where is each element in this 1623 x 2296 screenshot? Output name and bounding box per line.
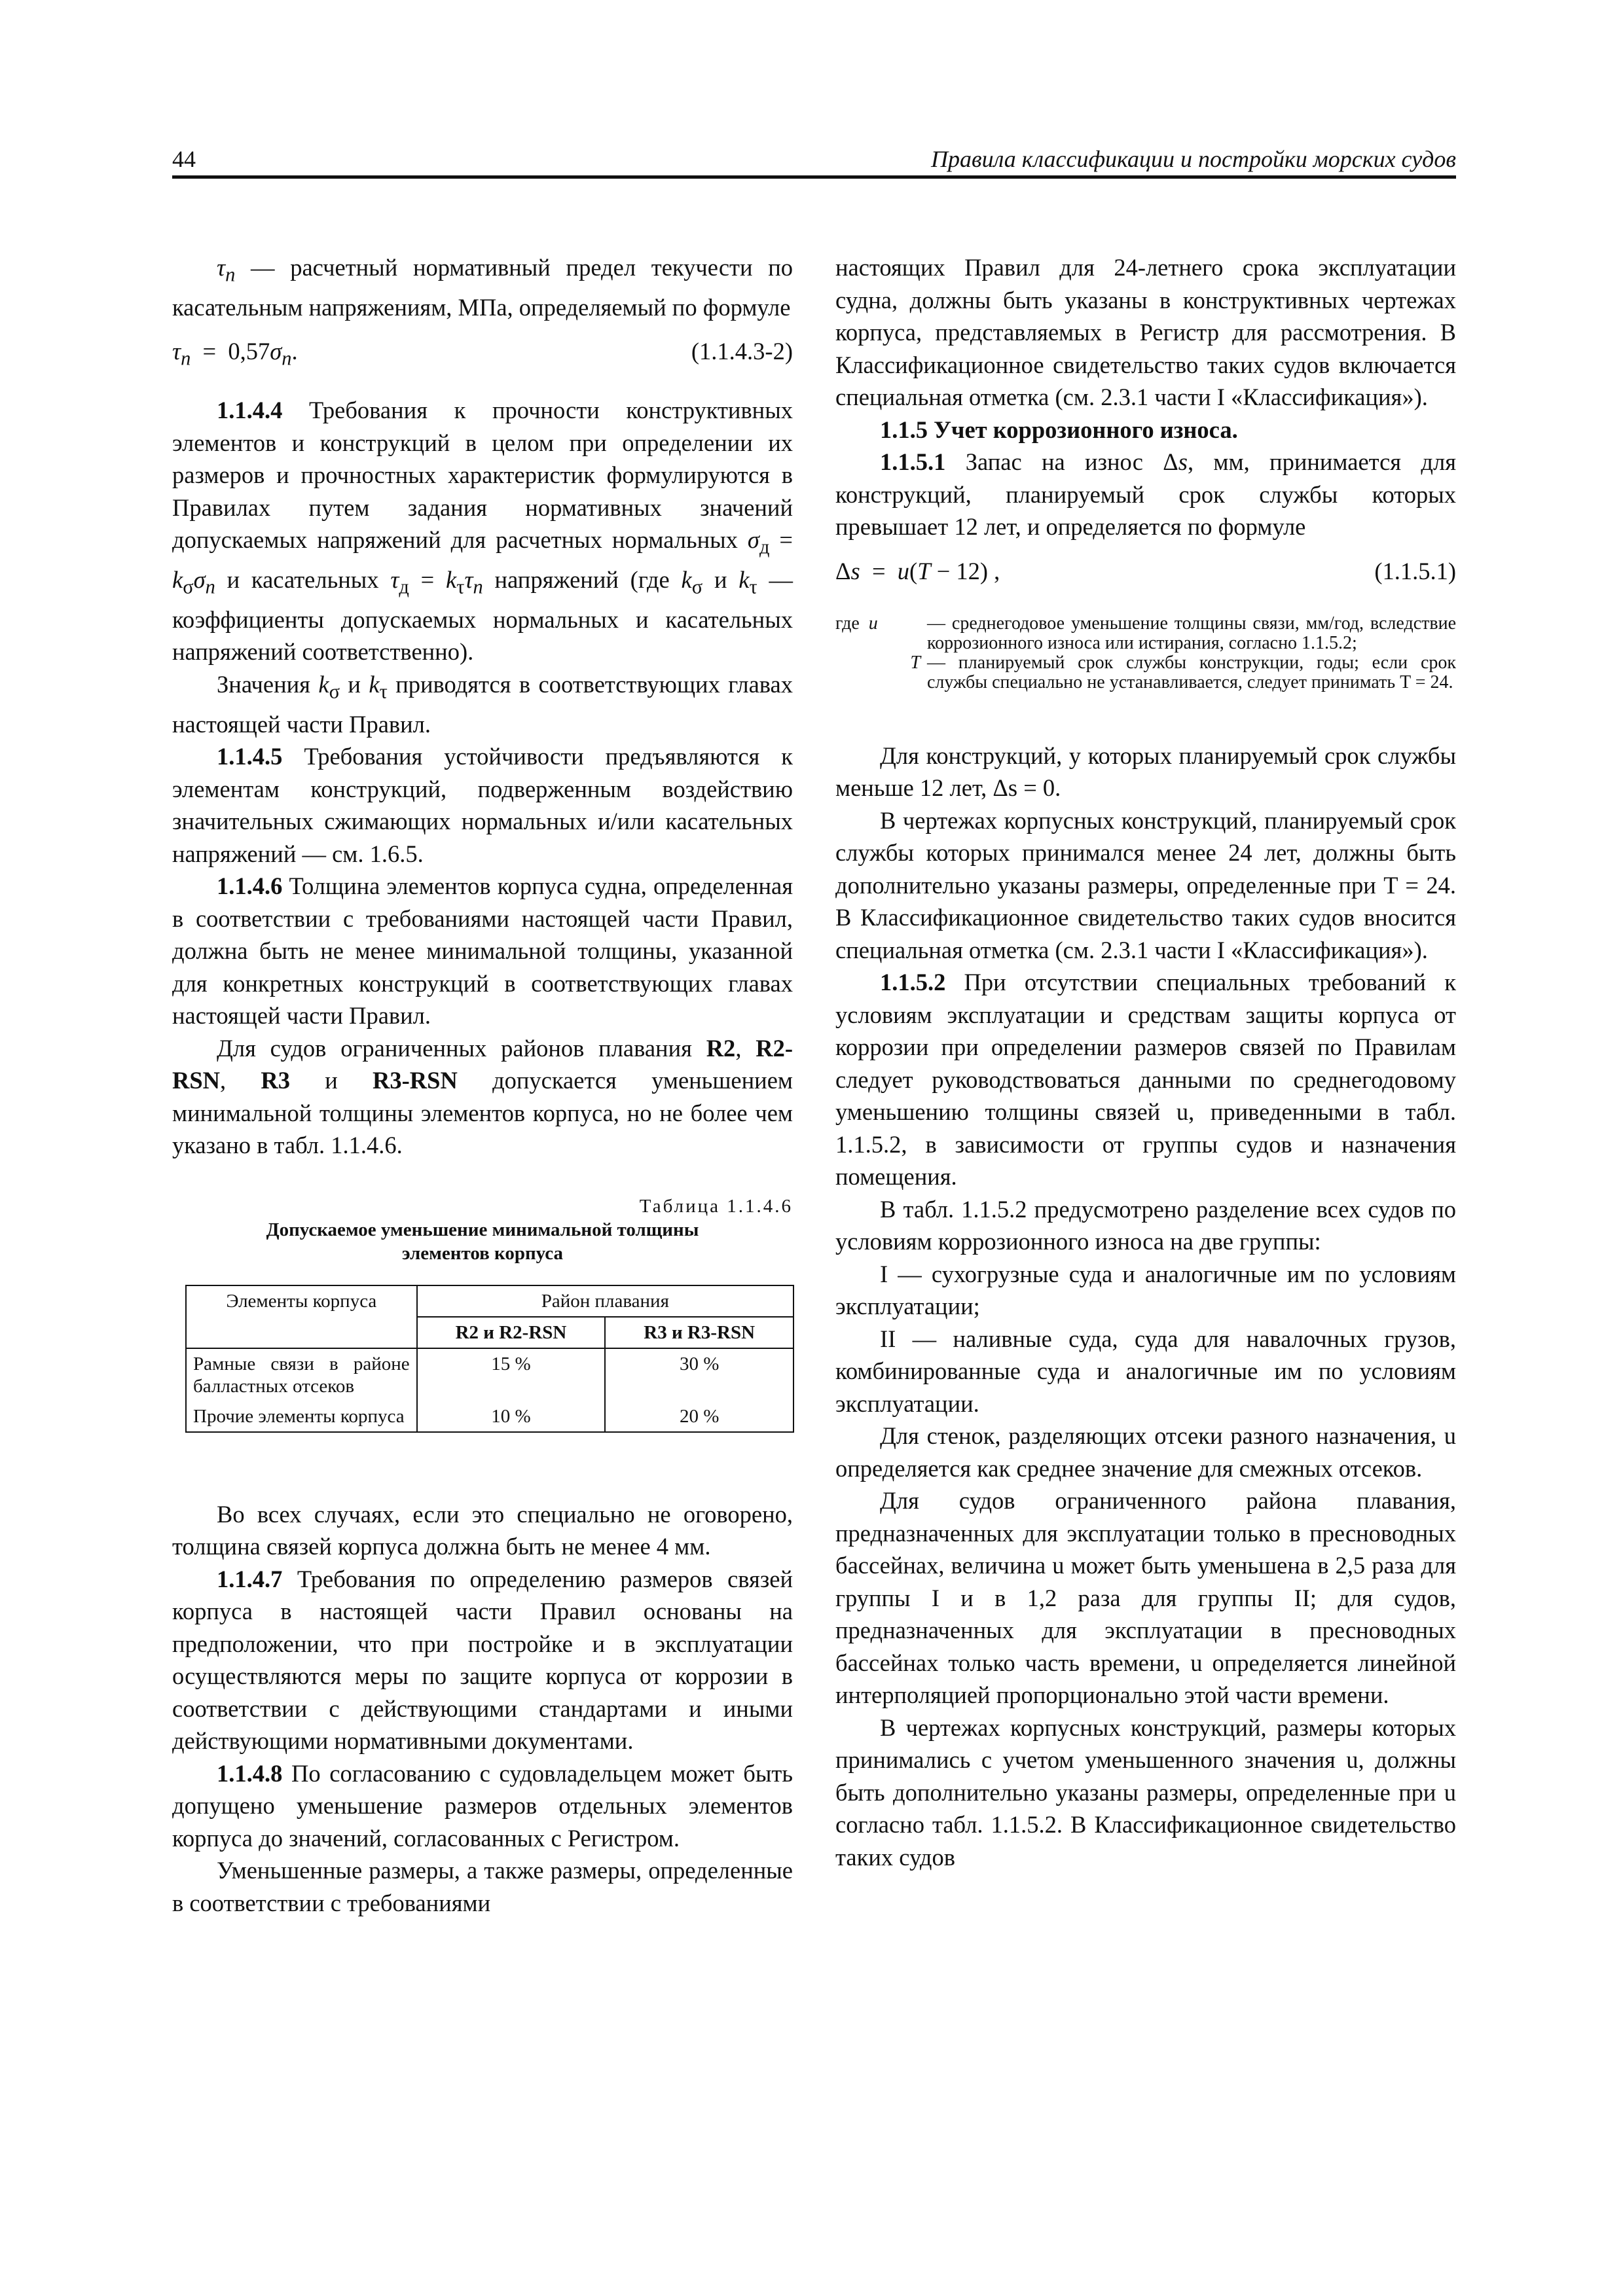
- equation-1-1-5-1: Δs = u(T − 12) , (1.1.5.1): [835, 555, 1456, 594]
- definition-u: где u — среднегодовое уменьшение толщины связи, мм/год, вследствие коррозионного износа или истирания, согласно 1.1.5.2;: [835, 613, 1456, 653]
- para-freshwater: Для судов ограниченного района плавания, предназначенных для эксплуатации только в пресноводных бассейнах, величина u может быть уменьшена в 2,5 раза для группы I и в 1,2 раза для группы II; для судов, предназначенных для эксплуатации в пресноводных бассейнах только часть времени, u определяется линейной интерполяцией пропорционально этой части времени.: [835, 1487, 1456, 1708]
- left-column: [172, 251, 793, 1919]
- th-elements: Элементы корпуса: [186, 1285, 417, 1348]
- equation-number: (1.1.5.1): [1374, 557, 1456, 584]
- para-1-1-4-4: 1.1.4.4 Требования к прочности конструктивных элементов и конструкций в целом при определении их размеров и прочностных характеристик формулируются в Правилах путем задания нормативных значений допускаемых напряжений для расчетных нормальных $\sigma_д = k_\sigma\sigma_п$ и касательных $\tau_д = k_\tau\tau_п$ напряжений (где $k_\sigma$ и $k_\tau$ — коэффициенты допускаемых нормальных и касательных напряжений соответственно).: [172, 397, 793, 666]
- page-number: 44: [172, 146, 196, 172]
- para-1-1-4-8: 1.1.4.8 По согласованию с судовладельцем может быть допущено уменьшение размеров отдельных элементов корпуса до значений, согласованных с Регистром.: [172, 1759, 793, 1852]
- para-1-1-4-5: 1.1.4.5 Требования устойчивости предъявляются к элементам конструкций, подверженным воздействию значительных сжимающих нормальных и/или касательных напряжений — см. 1.6.5.: [172, 743, 793, 867]
- th-r2: R2 и R2-RSN: [417, 1317, 606, 1348]
- para-values-k: Значения $k_\sigma$ и $k_\tau$ приводятся в соответствующих главах настоящей части Правил.: [172, 670, 793, 738]
- para-1-1-4-7: 1.1.4.7 Требования по определению размеров связей корпуса в настоящей части Правил основаны на предположении, что при постройке и в эксплуатации осуществляются меры по защите корпуса от коррозии в соответствии с действующими стандартами и иными действующими нормативными документами.: [172, 1565, 793, 1755]
- th-region: Район плавания: [417, 1285, 793, 1317]
- para-1-1-5-1: 1.1.5.1 Запас на износ Δs, мм, принимается для конструкций, планируемый срок службы которых превышает 12 лет, и определяется по формуле: [835, 448, 1456, 540]
- para-drawings-24: В чертежах корпусных конструкций, планируемый срок службы которых принимался менее 24 лет, должны быть дополнительно указаны размеры, определенные при T = 24. В Классификационное свидетельство таких судов вносится специальная отметка (см. 2.3.1 части I «Классификация»).: [835, 806, 1456, 963]
- equation-1-1-4-3-2: $\tau_п = 0,57\sigma_п$. (1.1.4.3-2): [172, 335, 793, 374]
- th-r3: R3 и R3-RSN: [605, 1317, 793, 1348]
- para-group-2: II — наливные суда, суда для навалочных грузов, комбинированные суда и аналогичные им по условиям эксплуатации.: [835, 1325, 1456, 1417]
- para-less-12: Для конструкций, у которых планируемый срок службы меньше 12 лет, Δs = 0.: [835, 742, 1456, 801]
- para-restricted-areas: Для судов ограниченных районов плавания R2, R2-RSN, R3 и R3-RSN допускается уменьшением минимальной толщины элементов корпуса, но не более чем указано в табл. 1.1.4.6.: [172, 1034, 793, 1159]
- para-groups: В табл. 1.1.5.2 предусмотрено разделение всех судов по условиям коррозионного износа на две группы:: [835, 1195, 1456, 1255]
- para-1-1-4-6: 1.1.4.6 Толщина элементов корпуса судна, определенная в соответствии с требованиями настоящей части Правил, должна быть не менее минимальной толщины, указанной для конкретных конструкций в соответствующих главах настоящей части Правил.: [172, 872, 793, 1030]
- definition-T: T — планируемый срок службы конструкции, годы; если срок службы специально не устанавливается, следует принимать T = 24.: [910, 652, 1456, 692]
- equation-number: (1.1.4.3-2): [691, 338, 793, 365]
- para-walls: Для стенок, разделяющих отсеки разного назначения, u определяется как среднее значение для смежных отсеков.: [835, 1422, 1456, 1482]
- right-column: [835, 251, 1456, 1873]
- para-reduced-u: В чертежах корпусных конструкций, размеры которых принимались с учетом уменьшенного значения u, должны быть дополнительно указаны размеры, определенные при u согласно табл. 1.1.5.2. В Классификационное свидетельство таких судов: [835, 1713, 1456, 1871]
- table-row: Прочие элементы корпуса 10 % 20 %: [186, 1401, 793, 1432]
- para-all-cases: Во всех случаях, если это специально не оговорено, толщина связей корпуса должна быть не менее 4 мм.: [172, 1500, 793, 1560]
- para-continuation: настоящих Правил для 24-летнего срока эксплуатации судна, должны быть указаны в конструктивных чертежах корпуса, представляемых в Регистр для рассмотрения. В Классификационное свидетельство таких судов включается специальная отметка (см. 2.3.1 части I «Классификация»).: [835, 254, 1456, 410]
- page-header: [172, 145, 1456, 185]
- table-caption: Таблица 1.1.4.6: [639, 1195, 793, 1217]
- table-title: Допускаемое уменьшение минимальной толщины элементов корпуса: [266, 1219, 699, 1264]
- table-row: Рамные связи в районе балластных отсеков 15 % 30 %: [186, 1348, 793, 1401]
- para-group-1: I — сухогрузные суда и аналогичные им по условиям эксплуатации;: [835, 1260, 1456, 1319]
- para-1-1-5-2: 1.1.5.2 При отсутствии специальных требований к условиям эксплуатации и средствам защиты корпуса от коррозии при определении размеров связей по Правилам следует руководствоваться данными по среднегодовому уменьшению толщины связей u, приведенными в табл. 1.1.5.2, в зависимости от группы судов и назначения помещения.: [835, 969, 1456, 1190]
- definitions: [835, 614, 1456, 692]
- thickness-reduction-table: [185, 1285, 794, 1433]
- tau-definition: $\tau_п$ — расчетный нормативный предел текучести по касательным напряжениям, МПа, определяемый по формуле: [172, 254, 793, 321]
- header-rule: [172, 175, 1456, 179]
- para-reduced-sizes: Уменьшенные размеры, а также размеры, определенные в соответствии с требованиями: [172, 1857, 793, 1916]
- heading-1-1-5: 1.1.5 Учет коррозионного износа.: [880, 416, 1238, 443]
- running-title: Правила классификации и постройки морских судов: [931, 146, 1456, 172]
